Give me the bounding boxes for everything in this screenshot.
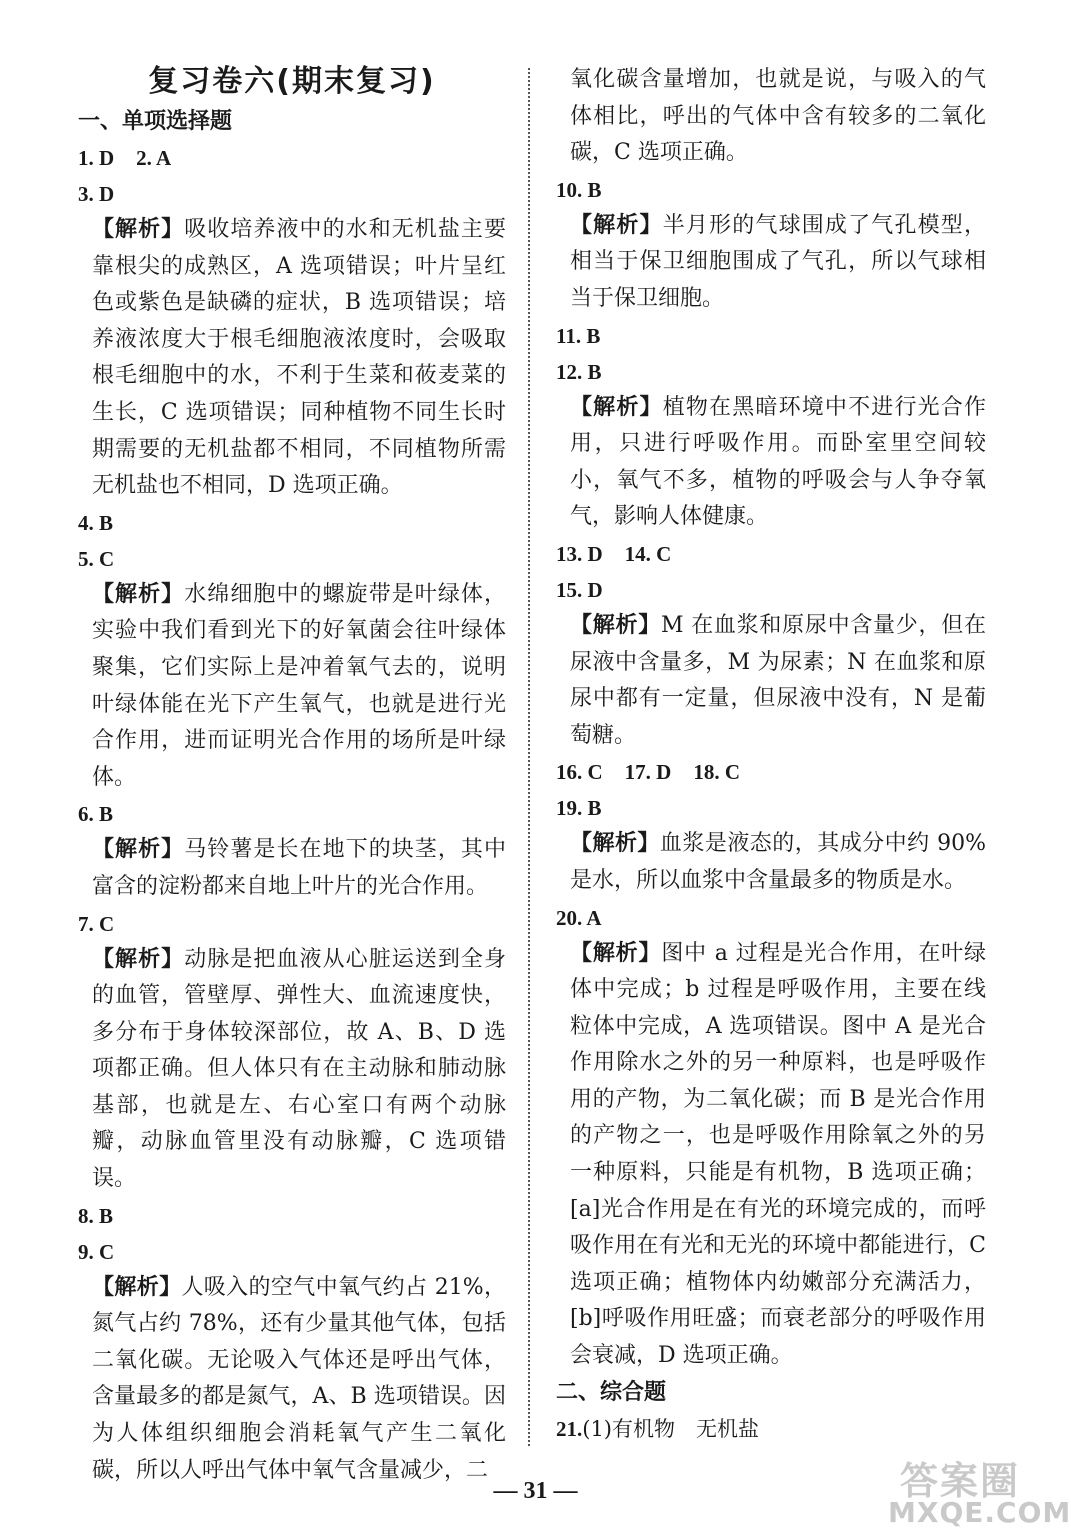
answer-10: 10. B bbox=[556, 177, 602, 202]
analysis-tag: 【解析】 bbox=[92, 837, 185, 863]
analysis-tag: 【解析】 bbox=[570, 212, 663, 238]
answer-2: 2. A bbox=[136, 146, 172, 170]
answer-21-text: (1)有机物 无机盐 bbox=[582, 1416, 759, 1441]
explanation-9-continued: 氧化碳含量增加，也就是说，与吸入的气体相比，呼出的气体中含有较多的二氧化碳，C 选项正确。 bbox=[570, 67, 986, 166]
section-heading-single-choice: 一、单项选择题 bbox=[78, 109, 233, 134]
analysis-tag: 【解析】 bbox=[92, 217, 185, 242]
explanation-9-text: 人吸入的空气中氧气约占 21%，氮气占约 78%，还有少量其他气体，包括二氧化碳。无论吸入气体还是呼出气体，含量最多的都是氮气，A、B 选项错误。因为人体组织细胞会消耗氧气产生二氧化碳，所以人呼出气体中氧气含量减少，二 bbox=[92, 1274, 506, 1483]
explanation-15-text: M 在血浆和原尿中含量少，但在尿液中含量多，M 为尿素；N 在血浆和原尿中都有一定量，但尿液中没有，N 是葡萄糖。 bbox=[570, 612, 986, 748]
explanation-12 bbox=[556, 390, 986, 536]
answer-3: 3. D bbox=[78, 182, 115, 206]
page-title: 复习卷六(期末复习) bbox=[148, 64, 436, 99]
explanation-6 bbox=[78, 832, 506, 905]
analysis-tag: 【解析】 bbox=[92, 581, 185, 607]
answer-11: 11. B bbox=[556, 323, 601, 348]
answer-6: 6. B bbox=[78, 802, 114, 827]
explanation-20 bbox=[556, 936, 986, 1375]
answer-row bbox=[556, 754, 986, 790]
answer-row bbox=[78, 140, 506, 176]
analysis-tag: 【解析】 bbox=[570, 831, 660, 857]
answer-18: 18. C bbox=[693, 760, 741, 785]
analysis-tag: 【解析】 bbox=[92, 946, 185, 972]
explanation-19 bbox=[556, 826, 986, 899]
analysis-tag: 【解析】 bbox=[570, 612, 661, 638]
answer-1: 1. D bbox=[78, 146, 115, 170]
answer-14: 14. C bbox=[624, 541, 672, 566]
watermark-logo: 答案圈 bbox=[900, 1459, 1021, 1503]
answer-7: 7. C bbox=[78, 911, 115, 936]
section-heading-comprehensive: 二、综合题 bbox=[556, 1379, 667, 1405]
explanation-12-text: 植物在黑暗环境中不进行光合作用，只进行呼吸作用。而卧室里空间较小，氧气不多，植物的呼吸会与人争夺氧气，影响人体健康。 bbox=[570, 394, 986, 530]
explanation-6-text: 马铃薯是长在地下的块茎，其中富含的淀粉都来自地上叶片的光合作用。 bbox=[92, 837, 506, 899]
answer-8: 8. B bbox=[78, 1203, 114, 1228]
answer-19: 19. B bbox=[556, 796, 602, 821]
watermark-url: MXQE.COM bbox=[888, 1496, 1071, 1529]
analysis-tag: 【解析】 bbox=[570, 394, 663, 420]
explanation-5 bbox=[78, 577, 506, 797]
right-column bbox=[556, 62, 986, 1447]
explanation-10 bbox=[556, 208, 986, 318]
answer-4: 4. B bbox=[78, 510, 114, 535]
answer-21-number: 21. bbox=[556, 1416, 583, 1441]
explanation-7-text: 动脉是把血液从心脏运送到全身的血管，管壁厚、弹性大、血流速度快，多分布于身体较深部位，故 A、B、D 选项都正确。但人体只有在主动脉和肺动脉基部，也就是左、右心室口有两个动脉瓣，动脉血管里没有动脉瓣，C 选项错误。 bbox=[92, 946, 506, 1192]
analysis-tag: 【解析】 bbox=[92, 1274, 182, 1300]
explanation-19-text: 血浆是液态的，其成分中约 90% 是水，所以血浆中含量最多的物质是水。 bbox=[570, 831, 986, 893]
explanation-3-text: 吸收培养液中的水和无机盐主要靠根尖的成熟区，A 选项错误；叶片呈红色或紫色是缺磷的症状，B 选项错误；培养液浓度大于根毛细胞液浓度时，会吸取根毛细胞中的水，不利于生菜和莜麦菜的生长，C 选项错误；同种植物不同生长时期需要的无机盐都不相同，不同植物所需无机盐也不相同，D 选项正确。 bbox=[92, 217, 506, 499]
answer-13: 13. D bbox=[556, 541, 603, 566]
column-divider bbox=[528, 68, 530, 1446]
explanation-9 bbox=[78, 1270, 506, 1490]
answer-12: 12. B bbox=[556, 359, 602, 384]
answer-15: 15. D bbox=[556, 577, 603, 602]
explanation-5-text: 水绵细胞中的螺旋带是叶绿体，实验中我们看到光下的好氧菌会往叶绿体聚集，它们实际上是冲着氧气去的，说明叶绿体能在光下产生氧气，也就是进行光合作用，进而证明光合作用的场所是叶绿体。 bbox=[92, 581, 506, 790]
answer-20: 20. A bbox=[556, 905, 602, 930]
answer-17: 17. D bbox=[624, 760, 672, 785]
explanation-3 bbox=[78, 212, 506, 505]
watermark bbox=[880, 1450, 1071, 1534]
explanation-15 bbox=[556, 608, 986, 754]
page-number: — 31 — bbox=[493, 1478, 578, 1504]
explanation-7 bbox=[78, 942, 506, 1198]
answer-row bbox=[556, 536, 986, 572]
left-column bbox=[78, 62, 506, 1489]
explanation-20-text: 图中 a 过程是光合作用，在叶绿体中完成；b 过程是呼吸作用，主要在线粒体中完成，A 选项错误。图中 A 是光合作用除水之外的另一种原料，也是呼吸作用的产物，为二氧化碳；而 B 是光合作用的产物之一，也是呼吸作用除氧之外的另一种原料，只能是有机物，B 选项正确；[a]光合作用是在有光的环境完成的，而呼吸作用在有光和无光的环境中都能进行，C 选项正确；植物体内幼嫩部分充满活力，[b]呼吸作用旺盛；而衰老部分的呼吸作用会衰减，D 选项正确。 bbox=[570, 940, 986, 1369]
answer-9: 9. C bbox=[78, 1239, 115, 1264]
answer-16: 16. C bbox=[556, 760, 603, 785]
analysis-tag: 【解析】 bbox=[570, 940, 662, 966]
answer-5: 5. C bbox=[78, 546, 115, 571]
answer-21 bbox=[556, 1411, 986, 1447]
explanation-10-text: 半月形的气球围成了气孔模型，相当于保卫细胞围成了气孔，所以气球相当于保卫细胞。 bbox=[570, 212, 986, 311]
